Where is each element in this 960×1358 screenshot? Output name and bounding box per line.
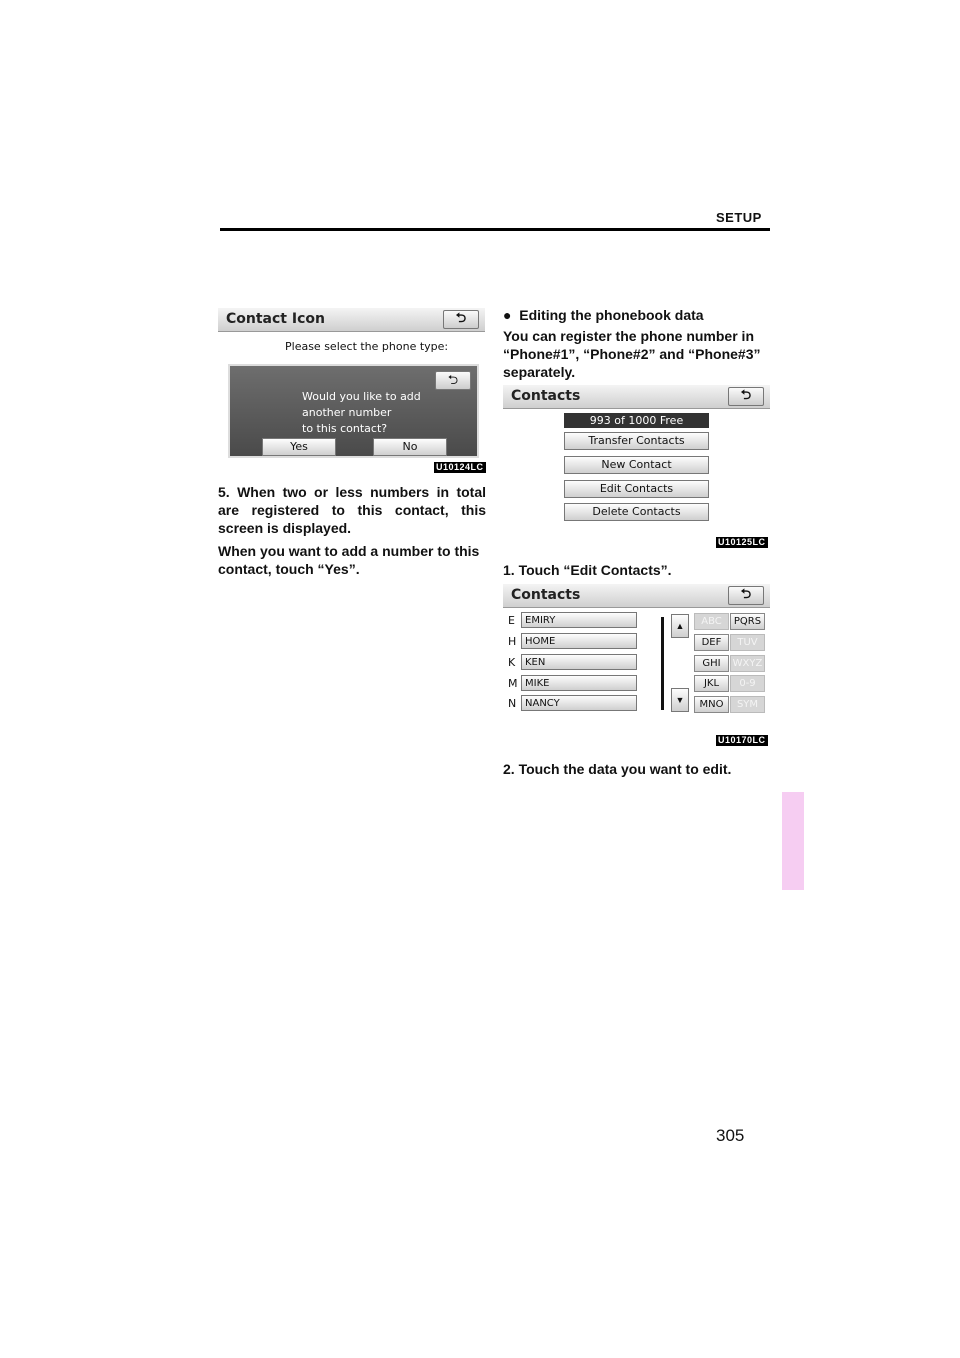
back-button[interactable]: [728, 387, 764, 406]
back-arrow-icon: ⮌: [740, 587, 752, 602]
delete-contacts-button[interactable]: Delete Contacts: [564, 503, 709, 521]
contact-row-emiry[interactable]: EMIRY: [521, 612, 637, 628]
key-wxyz: WXYZ: [730, 655, 765, 672]
transfer-contacts-button[interactable]: Transfer Contacts: [564, 432, 709, 450]
bullet-heading: [503, 306, 773, 324]
key-0-9: 0-9: [730, 675, 765, 692]
index-letter: M: [508, 677, 518, 690]
section-title: SETUP: [716, 210, 762, 225]
register-phones-text: You can register the phone number in “Phone#1”, “Phone#2” and “Phone#3” separately.: [503, 328, 761, 380]
dialog-message-line3: to this contact?: [302, 422, 388, 435]
phone-type-prompt: Please select the phone type:: [285, 340, 449, 353]
scrollbar-track[interactable]: [661, 617, 664, 710]
confirm-dialog: [228, 364, 479, 458]
screen-title: Contacts: [511, 587, 581, 603]
screen-title-bar: [218, 308, 485, 332]
header-rule: [220, 228, 770, 231]
screen-title-bar: [503, 385, 770, 409]
no-button[interactable]: No: [373, 438, 447, 456]
section-tab-marker: [782, 792, 804, 890]
dialog-back-button[interactable]: [435, 371, 471, 390]
key-jkl[interactable]: JKL: [694, 675, 729, 692]
back-arrow-icon: ⮌: [740, 388, 752, 403]
new-contact-button[interactable]: New Contact: [564, 456, 709, 474]
screen-title: Contact Icon: [226, 311, 325, 327]
scroll-down-button[interactable]: [671, 688, 689, 712]
step-2-text: 2. Touch the data you want to edit.: [503, 761, 732, 777]
arrow-down-icon: ▼: [675, 695, 685, 705]
edit-contacts-button[interactable]: Edit Contacts: [564, 480, 709, 498]
free-count-label: 993 of 1000 Free: [564, 413, 709, 428]
yes-button[interactable]: Yes: [262, 438, 336, 456]
contact-row-home[interactable]: HOME: [521, 633, 637, 649]
index-letter: K: [508, 656, 516, 669]
key-pqrs[interactable]: PQRS: [730, 613, 765, 630]
key-tuv: TUV: [730, 634, 765, 651]
add-number-text: When you want to add a number to this contact, touch “Yes”.: [218, 543, 480, 577]
figure-code: U10124LC: [436, 462, 484, 472]
contacts-menu-screen: [503, 385, 770, 529]
screen-title: Contacts: [511, 388, 581, 404]
contact-row-ken[interactable]: KEN: [521, 654, 637, 670]
index-letter: N: [508, 697, 517, 710]
dialog-message-line2: another number: [302, 406, 392, 419]
index-letter: E: [508, 614, 515, 627]
screen-title-bar: [503, 584, 770, 608]
index-letter: H: [508, 635, 517, 648]
key-sym: SYM: [730, 696, 765, 713]
contact-row-nancy[interactable]: NANCY: [521, 695, 637, 711]
key-ghi[interactable]: GHI: [694, 655, 729, 672]
key-def[interactable]: DEF: [694, 634, 729, 651]
arrow-up-icon: ▲: [675, 621, 685, 631]
key-abc: ABC: [694, 613, 729, 630]
dialog-message-line1: Would you like to add: [302, 390, 421, 403]
bullet-icon: ●: [503, 307, 512, 323]
back-arrow-icon: ⮌: [447, 372, 459, 387]
step-1-text: 1. Touch “Edit Contacts”.: [503, 562, 672, 578]
back-button[interactable]: [728, 586, 764, 605]
contacts-list-screen: [503, 584, 770, 718]
figure-code: U10170LC: [718, 735, 766, 745]
step-5-text: 5. When two or less numbers in total are registered to this contact, this screen is displayed.: [218, 484, 486, 536]
contact-icon-screen: [218, 308, 485, 470]
back-arrow-icon: ⮌: [455, 311, 467, 326]
contact-row-mike[interactable]: MIKE: [521, 675, 637, 691]
page-number: 305: [716, 1126, 745, 1145]
back-button[interactable]: [443, 310, 479, 329]
key-mno[interactable]: MNO: [694, 696, 729, 713]
bullet-heading-text: Editing the phonebook data: [519, 307, 704, 323]
figure-code: U10125LC: [718, 537, 766, 547]
scroll-up-button[interactable]: [671, 614, 689, 638]
